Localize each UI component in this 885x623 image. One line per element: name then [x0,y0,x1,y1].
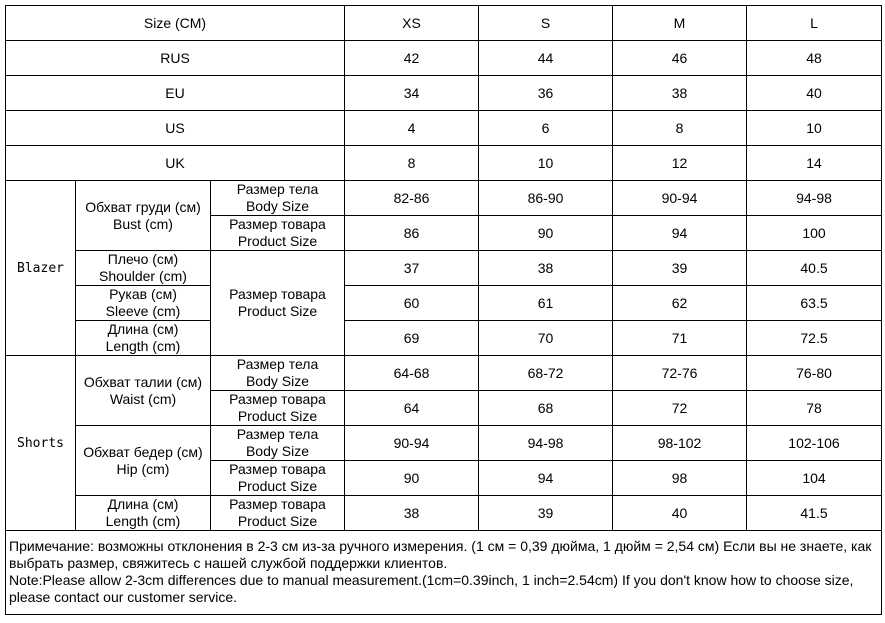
size-chart-table [5,5,882,615]
shoulder-label-ru: Плечо (см) [107,251,179,267]
shorts-waist-body-row [6,356,882,391]
row-label: EU [6,76,345,111]
length-label-en: Length (cm) [105,338,181,354]
size-type-ru: Размер тела [236,426,319,442]
bust-measure-label [76,181,211,251]
blazer-shoulder-row [6,251,882,286]
size-header-s: S [479,6,613,41]
table-cell: 38 [613,76,747,111]
size-type-en: Body Size [245,443,310,459]
table-cell: 37 [345,251,479,286]
table-cell: 6 [479,111,613,146]
size-type-label [211,461,345,496]
waist-label-ru: Обхват талии (см) [83,373,203,390]
table-cell: 60 [345,286,479,321]
table-cell: 39 [479,496,613,531]
table-cell: 78 [747,391,882,426]
size-type-label [211,496,345,531]
size-type-en: Product Size [237,513,318,529]
measurement-note [6,531,882,615]
table-cell: 72.5 [747,321,882,356]
size-type-ru: Размер товара [229,496,326,512]
table-cell: 10 [479,146,613,181]
hip-measure-label [76,426,211,496]
shorts-hip-body-row [6,426,882,461]
table-cell: 40.5 [747,251,882,286]
note-ru-line-1: Примечание: возможны отклонения в 2-3 см из-за ручного измерения. (1 см = 0,39 дюйма, 1 дюйм = 2,54 см) Если вы не знаете, как [9,538,872,554]
table-cell: 41.5 [747,496,882,531]
blazer-bust-body-row [6,181,882,216]
size-type-en: Body Size [245,373,310,389]
size-type-ru: Размер товара [229,286,326,302]
size-type-label [211,181,345,216]
table-cell: 48 [747,41,882,76]
hip-label-en: Hip (cm) [116,460,170,477]
size-type-en: Product Size [237,233,318,249]
conversion-row-eu [6,76,882,111]
table-cell: 44 [479,41,613,76]
length-measure-label [76,321,211,356]
table-cell: 82-86 [345,181,479,216]
waist-label-en: Waist (cm) [109,390,177,407]
length-label-ru: Длина (см) [107,496,179,512]
blazer-sleeve-row [6,286,882,321]
header-row [6,6,882,41]
bust-label-ru: Обхват груди (см) [85,198,201,215]
row-label: US [6,111,345,146]
table-cell: 104 [747,461,882,496]
size-header-l: L [747,6,882,41]
table-cell: 102-106 [747,426,882,461]
table-cell: 86-90 [479,181,613,216]
size-type-ru: Размер товара [229,391,326,407]
size-type-label [211,391,345,426]
blazer-section-label: Blazer [6,181,76,356]
table-cell: 46 [613,41,747,76]
table-cell: 94 [613,216,747,251]
table-cell: 64 [345,391,479,426]
table-cell: 90-94 [613,181,747,216]
table-cell: 14 [747,146,882,181]
table-cell: 42 [345,41,479,76]
table-cell: 10 [747,111,882,146]
table-cell: 94-98 [479,426,613,461]
table-cell: 40 [613,496,747,531]
table-cell: 72-76 [613,356,747,391]
shoulder-label-en: Shoulder (cm) [99,268,187,284]
length-measure-label [76,496,211,531]
size-type-label [211,216,345,251]
table-cell: 61 [479,286,613,321]
table-cell: 12 [613,146,747,181]
shorts-length-row [6,496,882,531]
sleeve-measure-label [76,286,211,321]
sleeve-label-en: Sleeve (cm) [105,303,181,319]
table-cell: 76-80 [747,356,882,391]
length-label-ru: Длина (см) [107,321,179,337]
size-type-ru: Размер товара [229,461,326,477]
size-type-ru: Размер тела [236,356,319,372]
table-cell: 68 [479,391,613,426]
table-cell: 100 [747,216,882,251]
table-cell: 69 [345,321,479,356]
length-label-en: Length (cm) [105,513,181,529]
table-cell: 64-68 [345,356,479,391]
table-cell: 8 [613,111,747,146]
note-en-line-2: please contact our customer service. [9,589,237,605]
waist-measure-label [76,356,211,426]
size-header-m: M [613,6,747,41]
table-cell: 90 [479,216,613,251]
size-type-en: Product Size [237,408,318,424]
shorts-section-label: Shorts [6,356,76,531]
size-type-ru: Размер тела [236,181,319,197]
conversion-row-us [6,111,882,146]
table-cell: 71 [613,321,747,356]
bust-label-en: Bust (cm) [113,215,173,232]
table-cell: 34 [345,76,479,111]
conversion-row-uk [6,146,882,181]
size-type-ru: Размер товара [229,216,326,232]
note-row [6,531,882,615]
table-cell: 36 [479,76,613,111]
size-type-en: Product Size [237,478,318,494]
table-cell: 86 [345,216,479,251]
table-cell: 90-94 [345,426,479,461]
hip-label-ru: Обхват бедер (см) [83,443,203,460]
table-cell: 90 [345,461,479,496]
table-cell: 70 [479,321,613,356]
row-label: RUS [6,41,345,76]
note-ru-line-2: выбрать размер, свяжитесь с нашей службой поддержки клиентов. [9,555,448,571]
conversion-row-rus [6,41,882,76]
size-type-label [211,356,345,391]
table-cell: 94-98 [747,181,882,216]
size-type-en: Product Size [237,303,318,319]
table-cell: 98-102 [613,426,747,461]
table-cell: 38 [345,496,479,531]
table-cell: 63.5 [747,286,882,321]
table-cell: 98 [613,461,747,496]
note-en-line-1: Note:Please allow 2-3cm differences due to manual measurement.(1cm=0.39inch, 1 inch=2.54cm) If you don't know how to choose size, [9,572,854,588]
size-type-en: Body Size [245,198,310,214]
table-cell: 72 [613,391,747,426]
size-header-xs: XS [345,6,479,41]
sleeve-label-ru: Рукав (см) [109,286,177,302]
size-type-label [211,251,345,356]
size-type-label [211,426,345,461]
table-cell: 40 [747,76,882,111]
row-label: UK [6,146,345,181]
table-cell: 4 [345,111,479,146]
table-cell: 62 [613,286,747,321]
blazer-length-row [6,321,882,356]
table-cell: 38 [479,251,613,286]
shoulder-measure-label [76,251,211,286]
table-cell: 8 [345,146,479,181]
table-cell: 39 [613,251,747,286]
table-cell: 94 [479,461,613,496]
table-cell: 68-72 [479,356,613,391]
size-header-label: Size (CM) [6,6,345,41]
